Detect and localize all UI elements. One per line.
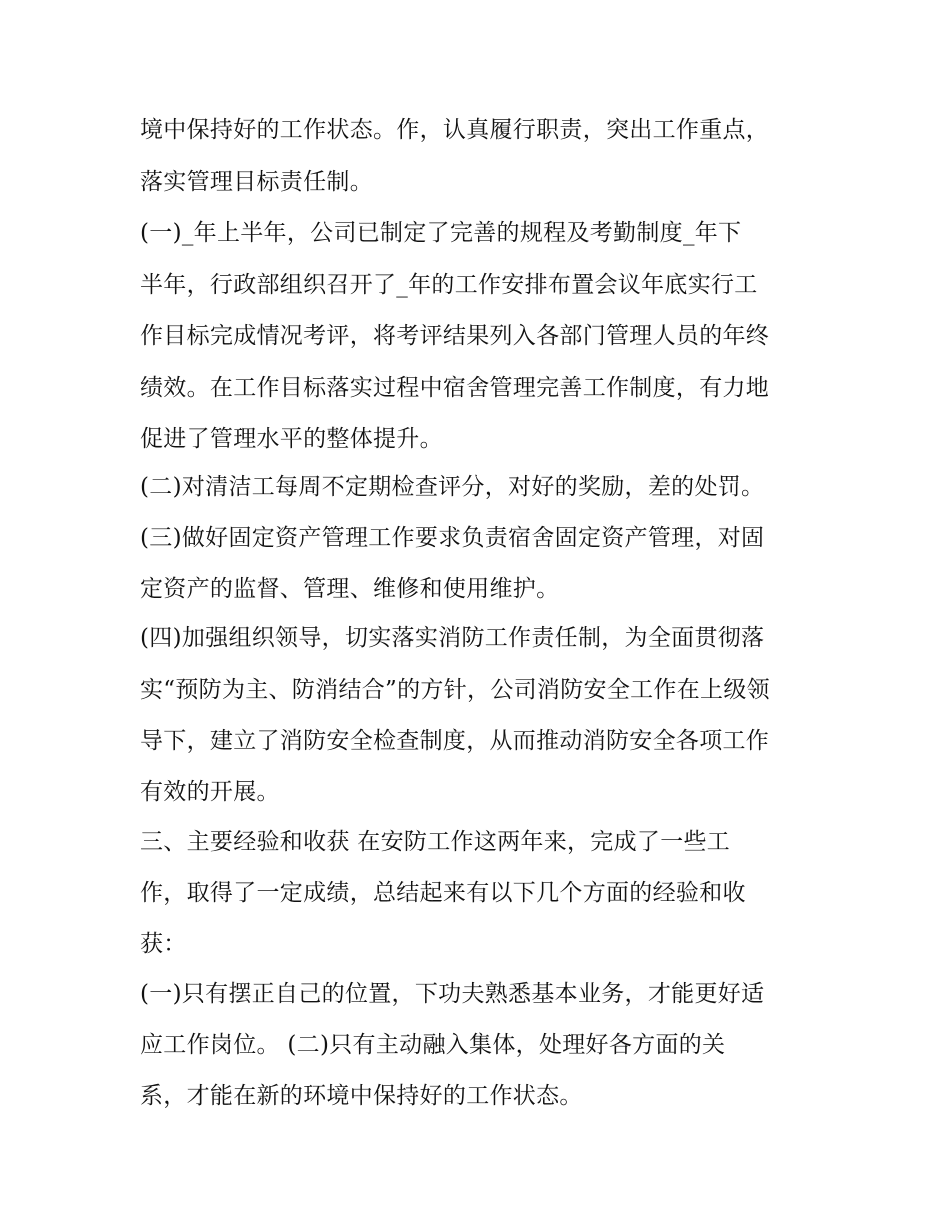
text-line: 定资产的监督、管理、维修和使用维护。 [140, 576, 560, 602]
text-line: (四)加强组织领导，切实落实消防工作责任制，为全面贯彻落 [140, 625, 765, 651]
text-line: 作目标完成情况考评，将考评结果列入各部门管理人员的年终 [140, 323, 770, 349]
text-line: 三、主要经验和收获 在安防工作这两年来，完成了一些工 [140, 829, 731, 855]
text-line: 落实管理目标责任制。 [140, 169, 373, 195]
text-line: (二)对清洁工每周不定期检查评分，对好的奖励，差的处罚。 [140, 474, 765, 500]
text-line: (一)_年上半年，公司已制定了完善的规程及考勤制度_年下 [140, 220, 742, 246]
text-line: 作，取得了一定成绩，总结起来有以下几个方面的经验和收 [140, 880, 746, 906]
text-line: 导下，建立了消防安全检查制度，从而推动消防安全各项工作 [140, 728, 770, 754]
text-line: 半年，行政部组织召开了_年的工作安排布置会议年底实行工 [140, 272, 758, 298]
text-line: 获： [140, 931, 187, 957]
text-line: 境中保持好的工作状态。作，认真履行职责，突出工作重点， [140, 117, 770, 143]
text-line: 系，才能在新的环境中保持好的工作状态。 [140, 1083, 583, 1109]
text-line: 应工作岗位。 (二)只有主动融入集体，处理好各方面的关 [140, 1032, 726, 1058]
text-line: 实“预防为主、防消结合”的方针，公司消防安全工作在上级领 [140, 677, 770, 703]
text-line: 促进了管理水平的整体提升。 [140, 426, 443, 452]
text-line: 有效的开展。 [140, 779, 280, 805]
text-line: (一)只有摆正自己的位置，下功夫熟悉基本业务，才能更好适 [140, 981, 765, 1007]
text-line: (三)做好固定资产管理工作要求负责宿舍固定资产管理，对固 [140, 525, 765, 551]
text-line: 绩效。在工作目标落实过程中宿舍管理完善工作制度，有力地 [140, 375, 770, 401]
